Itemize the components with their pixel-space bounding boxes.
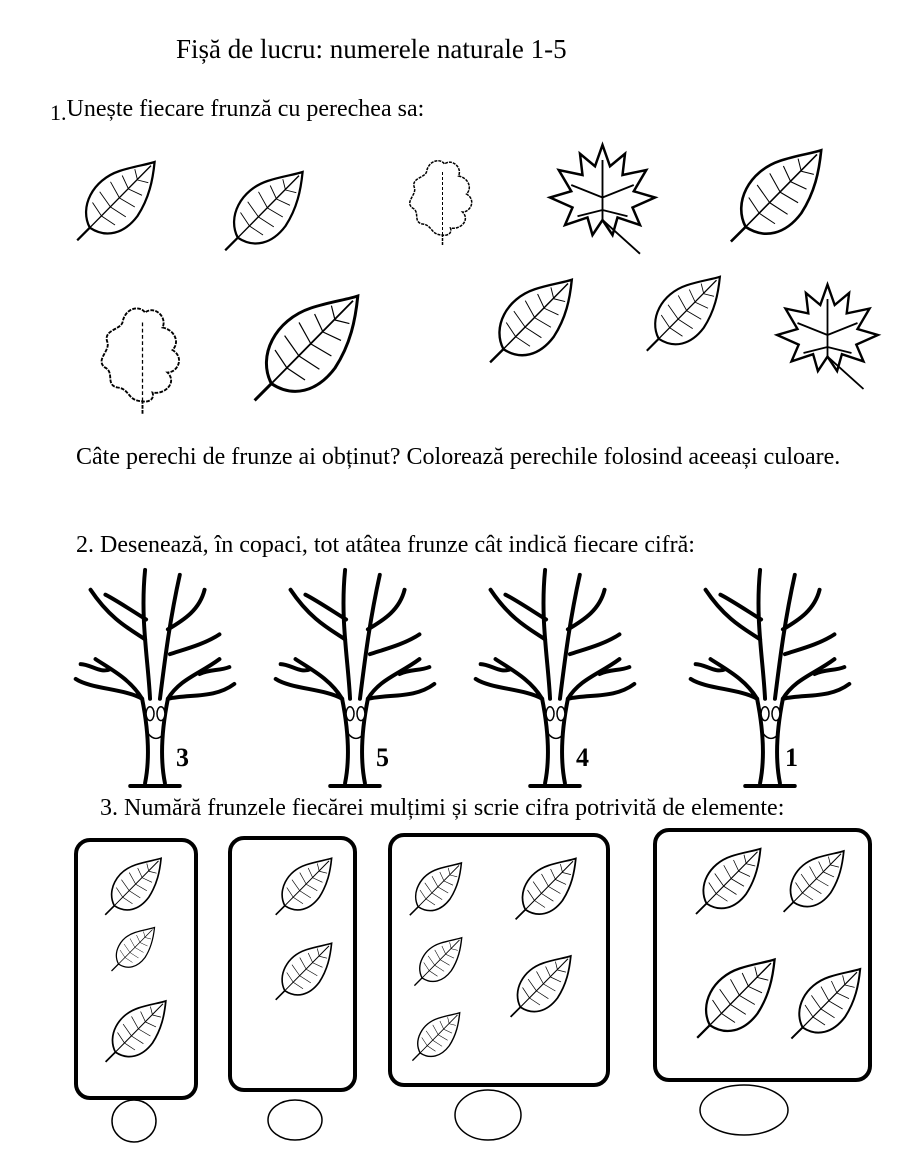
exercise-2-instruction: 2. Desenează, în copaci, tot atâtea frunze cât indică fiecare cifră: (76, 532, 695, 558)
exercise-1-question: Câte perechi de frunze ai obținut? Colorează perechile folosind aceeași culoare. (76, 444, 841, 470)
oak-leaf-icon (102, 308, 180, 413)
maple-leaf-icon (777, 285, 878, 389)
answer-circle[interactable] (700, 1085, 788, 1135)
leaf-icon (255, 296, 358, 400)
leaf-set-4 (655, 830, 870, 1135)
leaf-icon (696, 849, 761, 914)
leaf-icon (791, 969, 860, 1039)
leaf-icon (784, 851, 844, 912)
leaf-icon (697, 960, 774, 1038)
tree-icon (691, 570, 850, 786)
tree-icon (276, 570, 435, 786)
leaf-icon (410, 863, 462, 915)
leaf-icon (511, 956, 571, 1017)
leaf-icon (106, 1001, 166, 1062)
leaf-icon (276, 943, 332, 1000)
tree-icon (476, 570, 635, 786)
leaf-set-3 (390, 835, 608, 1140)
leaf-icon (412, 1013, 459, 1061)
leaf-icon (112, 928, 155, 972)
tree-number-2: 5 (376, 743, 389, 772)
leaf-illustrations (77, 145, 878, 414)
leaf-set-1 (76, 840, 196, 1142)
answer-circle[interactable] (268, 1100, 322, 1140)
tree-icon (76, 570, 235, 786)
leaf-icon (105, 858, 161, 915)
leaf-icon (225, 172, 302, 250)
exercise-1-number: 1. (50, 100, 67, 125)
tree-number-3: 4 (576, 743, 589, 772)
page-title: Fișă de lucru: numerele naturale 1-5 (176, 34, 567, 64)
answer-circle[interactable] (455, 1090, 521, 1140)
leaf-icon (647, 277, 720, 351)
oak-leaf-icon (410, 161, 472, 245)
leaf-icon (516, 859, 576, 920)
tree-illustrations (76, 570, 850, 786)
leaf-set-2 (230, 838, 355, 1140)
maple-leaf-icon (550, 145, 655, 254)
exercise-1-text: Unește fiecare frunză cu perechea sa: (66, 96, 425, 122)
exercise-3-instruction: 3. Numără frunzele fiecărei mulțimi și scrie cifra potrivită de elemente: (100, 795, 785, 821)
leaf-sets (76, 830, 870, 1142)
leaf-icon (276, 858, 332, 915)
leaf-icon (414, 938, 461, 986)
leaf-icon (77, 162, 154, 240)
leaf-icon (490, 280, 572, 363)
leaf-icon (731, 150, 821, 241)
tree-number-4: 1 (785, 743, 798, 772)
tree-number-1: 3 (176, 743, 189, 772)
answer-circle[interactable] (112, 1100, 156, 1142)
